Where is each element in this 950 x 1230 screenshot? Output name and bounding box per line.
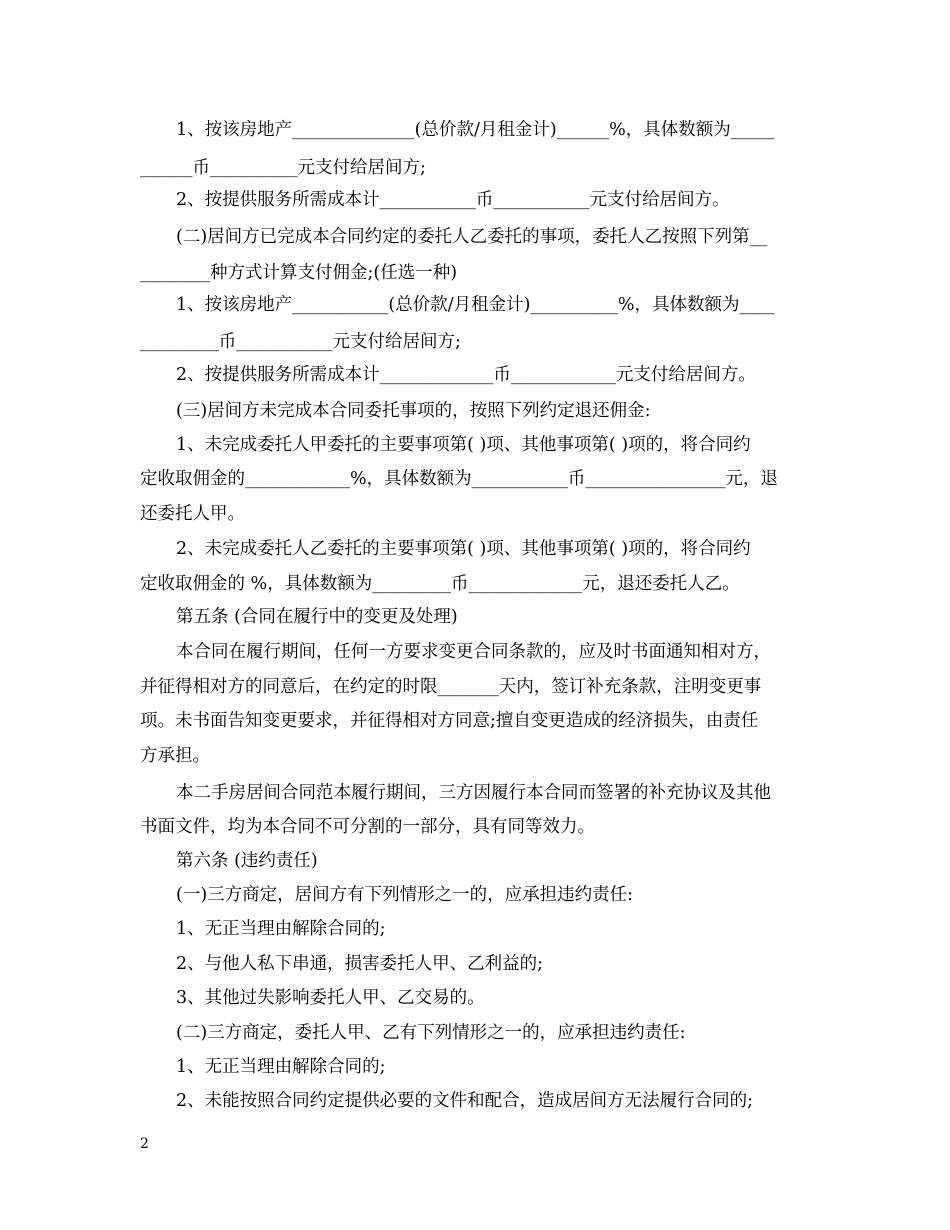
section-heading: 第六条 (违约责任) [176, 851, 318, 871]
text-line: ________种方式计算支付佣金;(任选一种) [140, 263, 458, 283]
text-line: (三)居间方未完成本合同委托事项的，按照下列约定退还佣金: [176, 401, 651, 421]
text-line: 1、无正当理由解除合同的; [176, 919, 386, 939]
text-line: 定收取佣金的____________%，具体数额为___________币________________元，退 [140, 469, 778, 489]
text-line: 方承担。 [140, 746, 210, 766]
text-line: 1、按该房地产___________(总价款/月租金计)__________%，具体数额为____ [176, 295, 775, 315]
text-line: ______币__________元支付给居间方; [140, 158, 426, 178]
text-line: 1、未完成委托人甲委托的主要事项第( )项、其他事项第( )项的，将合同约 [176, 435, 751, 455]
text-line: 2、与他人私下串通，损害委托人甲、乙利益的; [176, 954, 544, 974]
text-line: 2、按提供服务所需成本计___________币___________元支付给居间方。 [176, 190, 730, 210]
text-line: (二)居间方已完成本合同约定的委托人乙委托的事项，委托人乙按照下列第__ [176, 227, 768, 247]
text-line: 1、无正当理由解除合同的; [176, 1057, 386, 1077]
text-line: 还委托人甲。 [140, 504, 245, 524]
text-line: 2、未完成委托人乙委托的主要事项第( )项、其他事项第( )项的，将合同约 [176, 539, 751, 559]
text-line: (二)三方商定，委托人甲、乙有下列情形之一的，应承担违约责任: [176, 1023, 686, 1043]
section-heading: 第五条 (合同在履行中的变更及处理) [176, 607, 458, 627]
text-line: 本二手房居间合同范本履行期间，三方因履行本合同而签署的补充协议及其他 [176, 783, 771, 803]
text-line: 本合同在履行期间，任何一方要求变更合同条款的，应及时书面通知相对方， [176, 642, 771, 662]
text-line: _________币___________元支付给居间方; [140, 332, 461, 352]
text-line: 项。未书面告知变更要求，并征得相对方同意;擅自变更造成的经济损失，由责任 [140, 711, 759, 731]
text-line: 1、按该房地产______________(总价款/月租金计)______%，具体数额为_____ [176, 120, 775, 140]
text-line: 定收取佣金的 %，具体数额为_________币_____________元，退还委托人乙。 [140, 574, 740, 594]
text-line: 2、未能按照合同约定提供必要的文件和配合，造成居间方无法履行合同的; [176, 1091, 754, 1111]
text-line: 并征得相对方的同意后，在约定的时限_______天内，签订补充条款，注明变更事 [140, 677, 762, 697]
page-number: 2 [140, 1136, 149, 1152]
text-line: 3、其他过失影响委托人甲、乙交易的。 [176, 988, 485, 1008]
text-line: (一)三方商定，居间方有下列情形之一的，应承担违约责任: [176, 885, 634, 905]
text-line: 2、按提供服务所需成本计_____________币____________元支付给居间方。 [176, 365, 756, 385]
text-line: 书面文件，均为本合同不可分割的一部分，具有同等效力。 [140, 817, 595, 837]
